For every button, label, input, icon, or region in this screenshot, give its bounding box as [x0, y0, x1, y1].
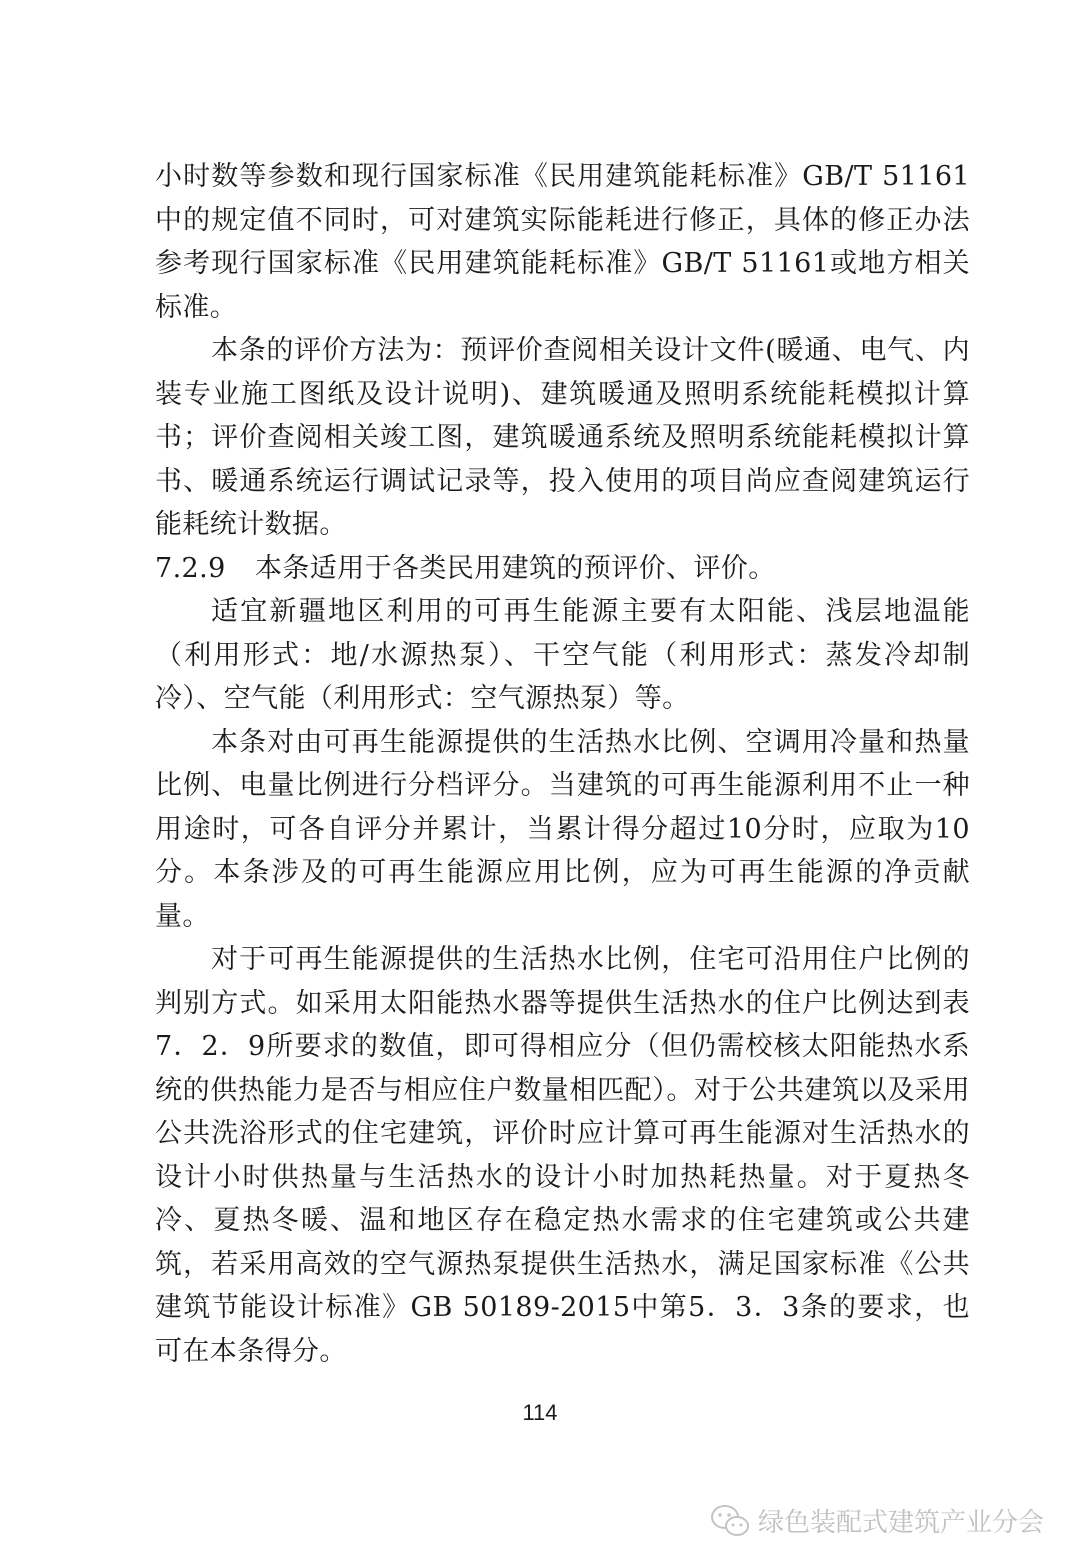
section-heading: [155, 547, 970, 591]
paragraph-renewable-types: 适宜新疆地区利用的可再生能源主要有太阳能、浅层地温能（利用形式：地/水源热泵）、干空气能（利用形式：蒸发冷却制冷）、空气能（利用形式：空气源热泵）等。: [155, 596, 970, 714]
paragraph-hot-water: 对于可再生能源提供的生活热水比例，住宅可沿用住户比例的判别方式。如采用太阳能热水器等提供生活热水的住户比例达到表7．2．9所要求的数值，即可得相应分（但仍需校核太阳能热水系统的供热能力是否与相应住户数量相匹配）。对于公共建筑以及采用公共洗浴形式的住宅建筑，评价时应计算可再生能源对生活热水的设计小时供热量与生活热水的设计小时加热耗热量。对于夏热冬冷、夏热冬暖、温和地区存在稳定热水需求的住宅建筑或公共建筑，若采用高效的空气源热泵提供生活热水，满足国家标准《公共建筑节能设计标准》GB 50189-2015中第5．3．3条的要求，也可在本条得分。: [155, 944, 970, 1367]
paragraph-scoring: 本条对由可再生能源提供的生活热水比例、空调用冷量和热量比例、电量比例进行分档评分。当建筑的可再生能源利用不止一种用途时，可各自评分并累计，当累计得分超过10分时，应取为10分。本条涉及的可再生能源应用比例，应为可再生能源的净贡献量。: [155, 726, 970, 932]
paragraph-continuation: 小时数等参数和现行国家标准《民用建筑能耗标准》GB/T 51161中的规定值不同时，可对建筑实际能耗进行修正，具体的修正办法参考现行国家标准《民用建筑能耗标准》GB/T 51161或地方相关标准。: [155, 161, 970, 323]
watermark-text: 绿色装配式建筑产业分会: [757, 1508, 1044, 1538]
section-heading-text: 本条适用于各类民用建筑的预评价、评价。: [255, 552, 776, 584]
section-number: 7.2.9: [155, 552, 226, 584]
watermark: [710, 1502, 1044, 1539]
wechat-icon: [710, 1504, 750, 1538]
page-number: 114: [522, 1400, 558, 1425]
document-body: [155, 155, 970, 1373]
paragraph-evaluation-method: 本条的评价方法为：预评价查阅相关设计文件(暖通、电气、内装专业施工图纸及设计说明)、建筑暖通及照明系统能耗模拟计算书；评价查阅相关竣工图，建筑暖通系统及照明系统能耗模拟计算书、暖通系统运行调试记录等，投入使用的项目尚应查阅建筑运行能耗统计数据。: [155, 335, 970, 540]
